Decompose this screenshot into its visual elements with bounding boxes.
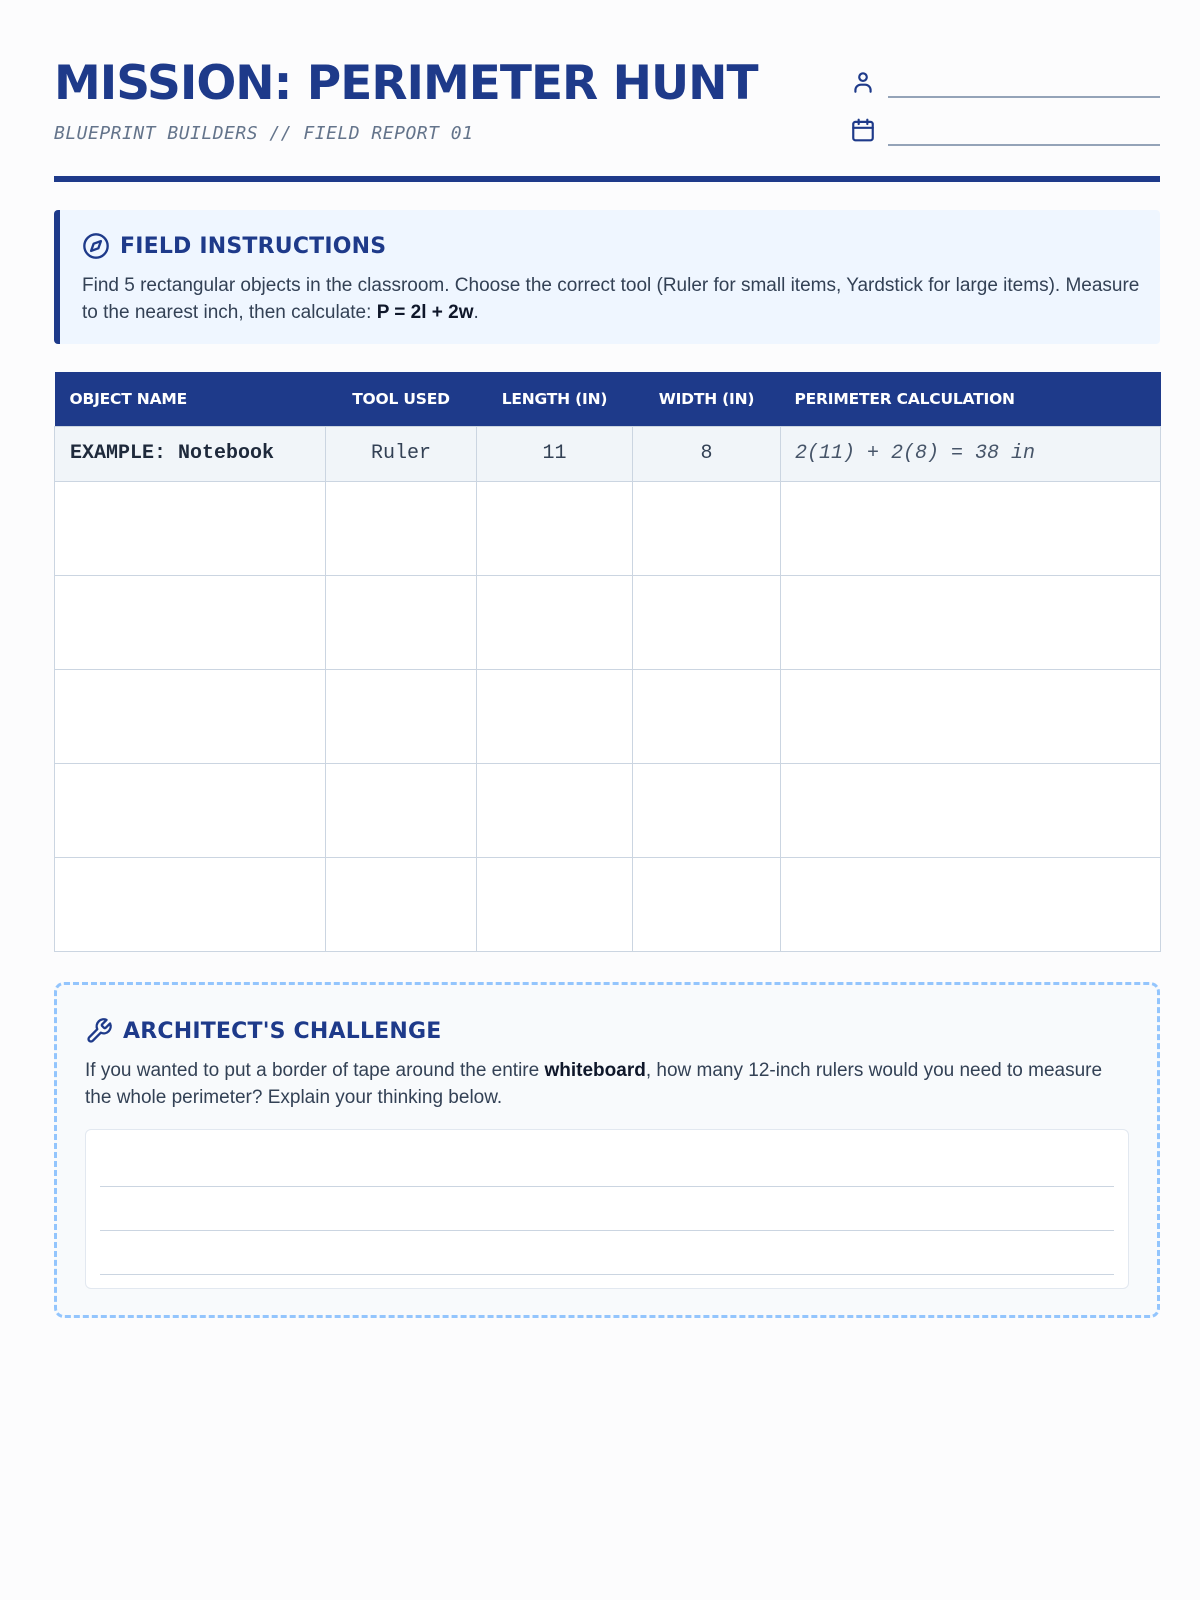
col-header-tool: TOOL USED (326, 372, 477, 426)
answer-box[interactable] (85, 1129, 1129, 1289)
width-cell[interactable] (633, 481, 781, 575)
page-title: MISSION: PERIMETER HUNT (54, 56, 758, 111)
object-name-cell[interactable] (55, 857, 326, 951)
date-line[interactable] (888, 144, 1160, 146)
table-row (55, 481, 1161, 575)
challenge-text: If you wanted to put a border of tape around the entire whiteboard, how many 12-inch rulers would you need to measure the whole perimeter? Explain your thinking below. (85, 1060, 1103, 1108)
col-header-perimeter: PERIMETER CALCULATION (781, 372, 1161, 426)
date-field[interactable] (850, 114, 1160, 148)
perimeter-cell[interactable] (781, 763, 1161, 857)
perimeter-cell[interactable] (781, 857, 1161, 951)
example-object: EXAMPLE: Notebook (55, 426, 326, 481)
example-width: 8 (633, 426, 781, 481)
example-tool: Ruler (326, 426, 477, 481)
example-calculation: 2(11) + 2(8) = 38 in (781, 426, 1161, 481)
object-name-cell[interactable] (55, 575, 326, 669)
perimeter-formula: P = 2l + 2w (376, 302, 474, 323)
col-header-object: OBJECT NAME (55, 372, 326, 426)
object-name-cell[interactable] (55, 669, 326, 763)
instructions-text: Find 5 rectangular objects in the classroom. Choose the correct tool (Ruler for small items, Yardstick for large items). Measure to the nearest inch, then calculate: P = 2l + 2w. (82, 275, 1140, 323)
name-field[interactable] (850, 66, 1160, 100)
object-name-cell[interactable] (55, 763, 326, 857)
page-subtitle: BLUEPRINT BUILDERS // FIELD REPORT 01 (54, 123, 474, 144)
challenge-title: ARCHITECT'S CHALLENGE (123, 1018, 442, 1044)
tool-used-cell[interactable] (326, 857, 477, 951)
length-cell[interactable] (477, 481, 633, 575)
example-row (55, 426, 1161, 481)
measurement-table (54, 372, 1161, 952)
object-name-cell[interactable] (55, 481, 326, 575)
length-cell[interactable] (477, 763, 633, 857)
length-cell[interactable] (477, 857, 633, 951)
length-cell[interactable] (477, 669, 633, 763)
col-header-length: LENGTH (IN) (477, 372, 633, 426)
perimeter-cell[interactable] (781, 575, 1161, 669)
example-length: 11 (477, 426, 633, 481)
answer-line[interactable] (100, 1186, 1114, 1187)
perimeter-cell[interactable] (781, 669, 1161, 763)
perimeter-cell[interactable] (781, 481, 1161, 575)
tool-used-cell[interactable] (326, 763, 477, 857)
tool-used-cell[interactable] (326, 669, 477, 763)
width-cell[interactable] (633, 669, 781, 763)
length-cell[interactable] (477, 575, 633, 669)
instructions-title: FIELD INSTRUCTIONS (120, 233, 387, 259)
challenge-emphasis: whiteboard (544, 1060, 646, 1081)
width-cell[interactable] (633, 575, 781, 669)
header-divider (54, 176, 1160, 182)
compass-icon (82, 232, 110, 260)
width-cell[interactable] (633, 763, 781, 857)
name-line[interactable] (888, 96, 1160, 98)
tool-used-cell[interactable] (326, 575, 477, 669)
answer-line[interactable] (100, 1230, 1114, 1231)
table-row (55, 857, 1161, 951)
instructions-panel (54, 210, 1160, 344)
table-header-row (55, 372, 1161, 426)
user-icon (850, 68, 876, 96)
tool-used-cell[interactable] (326, 481, 477, 575)
width-cell[interactable] (633, 857, 781, 951)
answer-line[interactable] (100, 1274, 1114, 1275)
wrench-icon (85, 1017, 113, 1045)
worksheet-page (54, 0, 1160, 1108)
table-row (55, 575, 1161, 669)
calendar-icon (850, 116, 876, 144)
header (54, 0, 1160, 184)
challenge-panel (54, 982, 1160, 1318)
table-row (55, 763, 1161, 857)
table-row (55, 669, 1161, 763)
col-header-width: WIDTH (IN) (633, 372, 781, 426)
